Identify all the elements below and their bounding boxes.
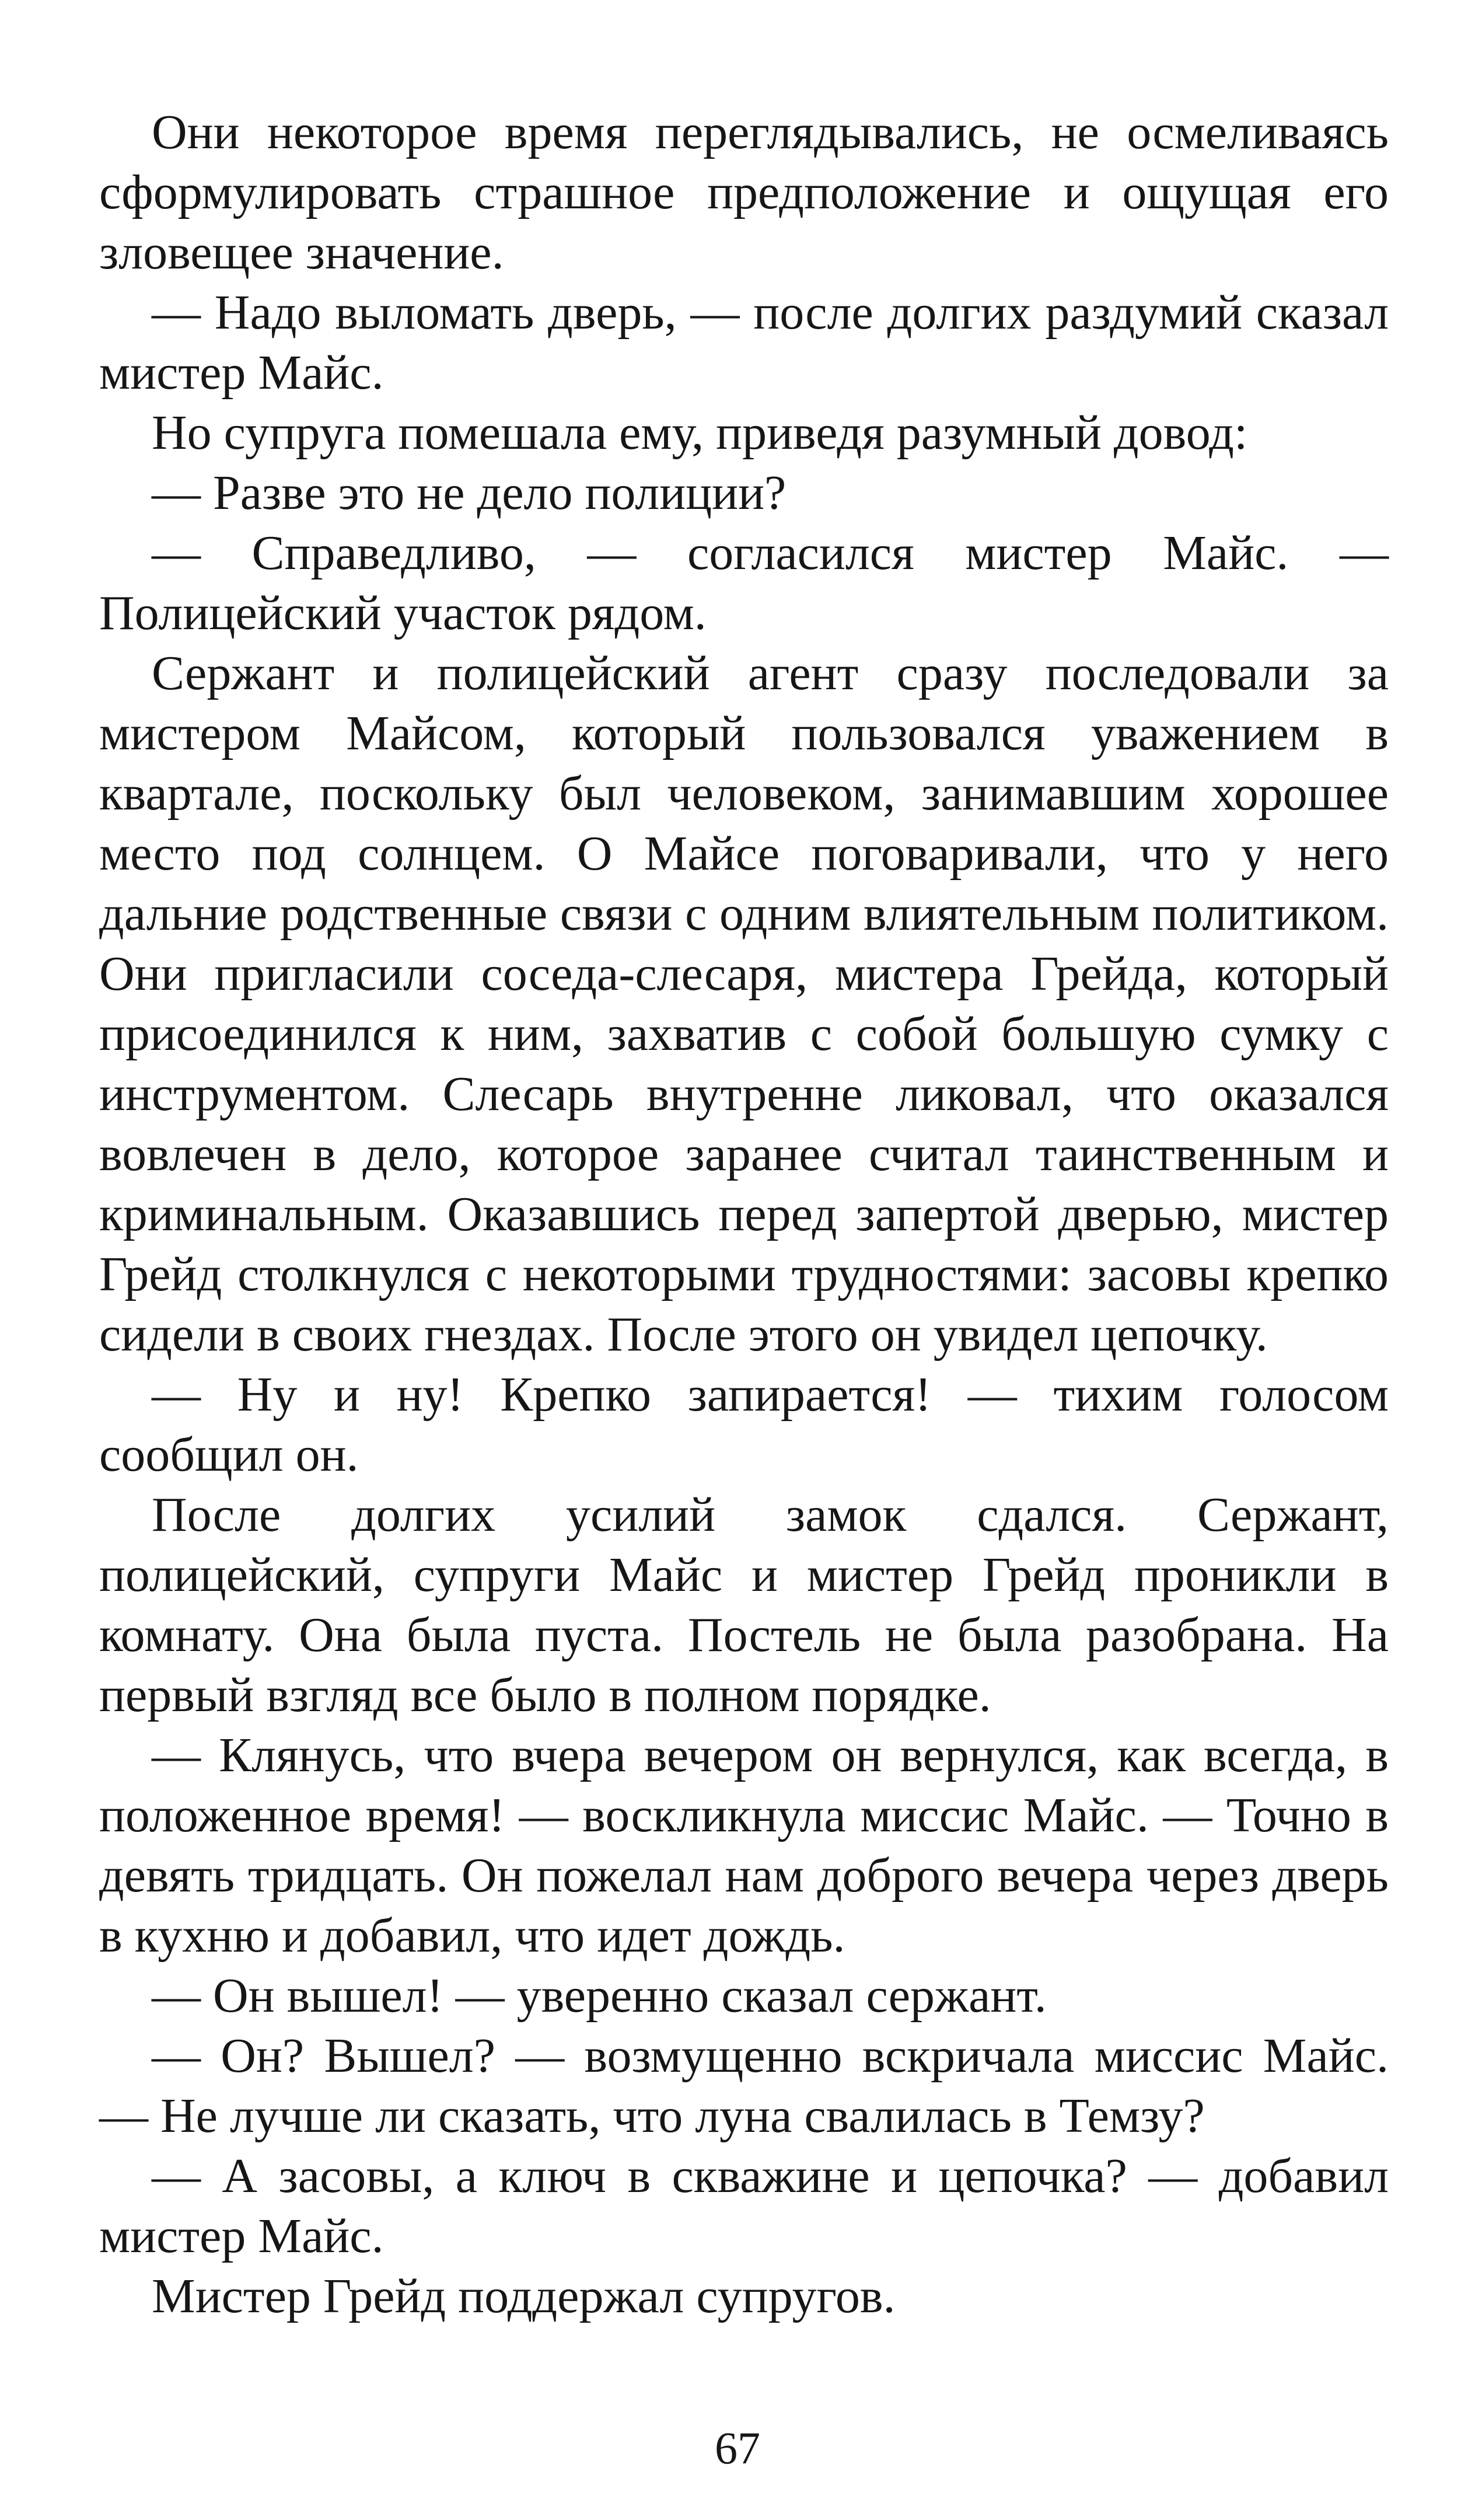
page-number: 67 [715,2423,760,2473]
paragraph: — Клянусь, что вчера вечером он вернулся, как всегда, в положенное время! — воскликнула миссис Майс. — Точно в девять тридцать. Он пожелал нам доброго вечера через дверь в кухню и добавил, что идет дождь. [99,1728,1389,1963]
paragraph: — Разве это не дело полиции? [152,466,787,520]
paragraph: — Надо выломать дверь, — после долгих раздумий сказал мистер Майс. [99,285,1389,400]
paragraph: Сержант и полицейский агент сразу последовали за мистером Майсом, который пользовался уважением в квартале, поскольку был человеком, занимавшим хорошее место под солнцем. О Майсе поговаривали, что у него дальние родственные связи с одним влиятельным политиком. Они пригласили соседа-слесаря, мистера Грейда, который присоединился к ним, захватив с собой большую сумку с инструментом. Слесарь внутренне ликовал, что оказался вовлечен в дело, которое заранее считал таинственным и криминальным. Оказавшись перед запертой дверью, мистер Грейд столкнулся с некоторыми трудностями: засовы крепко сидели в своих гнездах. После этого он увидел цепочку. [99,646,1389,1362]
paragraph: — Он? Вышел? — возмущенно вскричала миссис Майс. — Не лучше ли сказать, что луна свалилась в Темзу? [99,2029,1389,2143]
paragraph: — А засовы, а ключ в скважине и цепочка? — добавил мистер Майс. [99,2149,1389,2263]
paragraph: — Ну и ну! Крепко запирается! — тихим голосом сообщил он. [99,1367,1389,1482]
paragraph: Мистер Грейд поддержал супругов. [152,2269,896,2323]
body-text [99,102,1389,2326]
paragraph: Но супруга помешала ему, приведя разумный довод: [152,406,1248,460]
paragraph: — Справедливо, — согласился мистер Майс. — Полицейский участок рядом. [99,526,1389,640]
paragraph: — Он вышел! — уверенно сказал сержант. [152,1968,1047,2023]
paragraph: Они некоторое время переглядывались, не осмеливаясь сформулировать страшное предположение и ощущая его зловещее значение. [99,105,1389,280]
paragraph: После долгих усилий замок сдался. Сержант, полицейский, супруги Майс и мистер Грейд проникли в комнату. Она была пуста. Постель не была разобрана. На первый взгляд все было в полном порядке. [99,1488,1389,1722]
